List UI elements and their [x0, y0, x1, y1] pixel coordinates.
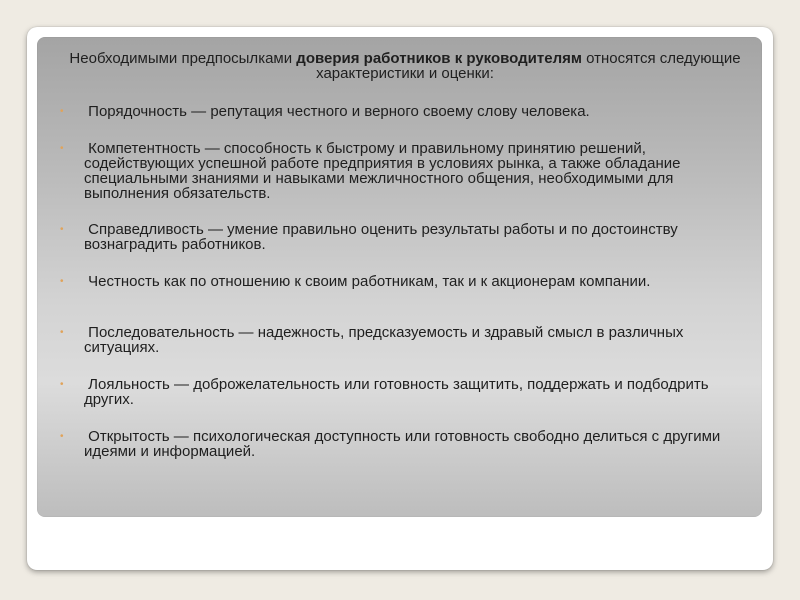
bullet-item-competence	[60, 141, 760, 201]
intro-paragraph	[47, 51, 763, 81]
bullet-text: Справедливость — умение правильно оценить результаты работы и по достоинству вознаградить работников.	[84, 221, 682, 253]
bullet-text: Последовательность — надежность, предсказуемость и здравый смысл в различных ситуациях.	[84, 324, 688, 356]
intro-text-after: относятся следующие характеристики и оценки:	[316, 50, 741, 82]
bullet-item-integrity	[60, 104, 760, 119]
bullet-item-openness	[60, 429, 760, 459]
bullet-text: Лояльность — доброжелательность или готовность защитить, поддержать и подбодрить других.	[84, 376, 713, 408]
intro-text-bold: доверия работников к руководителям	[296, 50, 582, 67]
bullet-text: Честность как по отношению к своим работникам, так и к акционерам компании.	[84, 273, 651, 290]
bullet-text: Открытость — психологическая доступность или готовность свободно делиться с другими идеями и информацией.	[84, 428, 725, 460]
bullet-item-honesty	[60, 274, 760, 289]
bullet-text: Компетентность — способность к быстрому и правильному принятию решений, содействующих успешной работе предприятия в условиях рынка, а также обладание специальными знаниями и навыками межличностного общения, необходимыми для выполнения обязательств.	[84, 140, 685, 202]
bullet-item-loyalty	[60, 377, 760, 407]
bullet-icon: •	[60, 106, 64, 117]
bullet-item-consistency	[60, 325, 760, 355]
bullet-item-fairness	[60, 222, 760, 252]
bullet-icon: •	[60, 143, 64, 154]
bullet-icon: •	[60, 327, 64, 338]
bullet-icon: •	[60, 379, 64, 390]
bullet-icon: •	[60, 431, 64, 442]
bullet-icon: •	[60, 276, 64, 287]
bullet-icon: •	[60, 224, 64, 235]
intro-text-before: Необходимыми предпосылками	[69, 50, 297, 67]
bullet-text: Порядочность — репутация честного и верного своему слову человека.	[84, 103, 590, 120]
